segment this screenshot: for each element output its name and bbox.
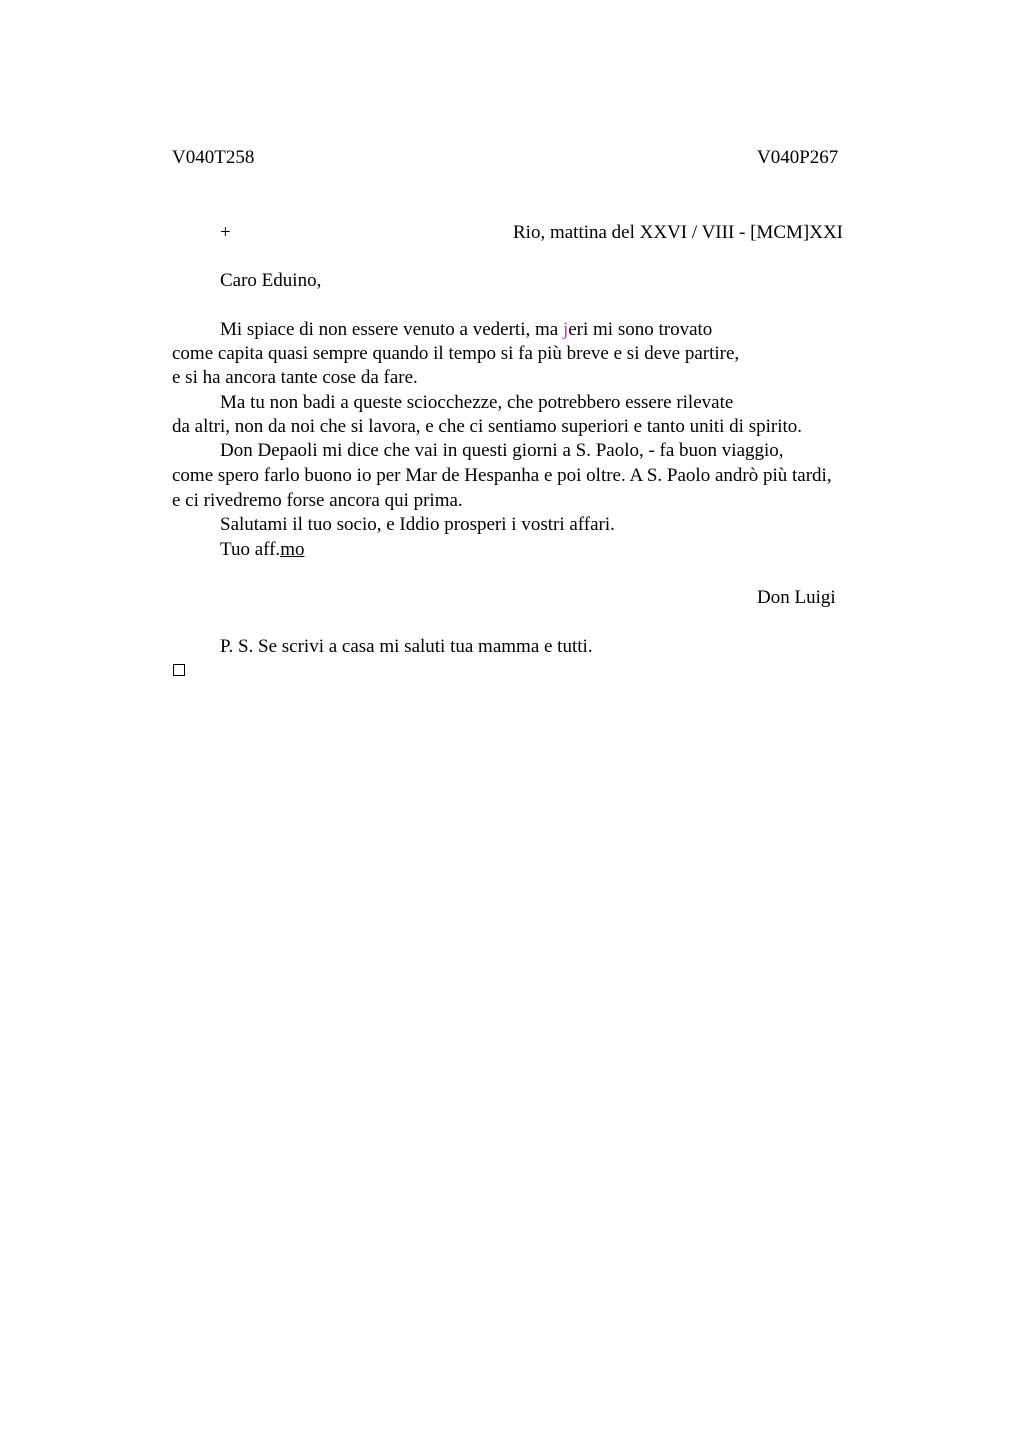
- body-line-7: come spero farlo buono io per Mar de Hespanha e poi oltre. A S. Paolo andrò più tardi,: [172, 465, 832, 486]
- body-line-1: [220, 318, 712, 342]
- closing-text: Tuo aff.: [220, 539, 281, 560]
- body-line-9: Salutami il tuo socio, e Iddio prosperi i vostri affari.: [220, 514, 615, 535]
- document-id-right: V040P267: [757, 147, 839, 168]
- body-line-4: Ma tu non badi a queste sciocchezze, che potrebbero essere rilevate: [220, 392, 734, 413]
- closing-abbreviation: mo: [280, 539, 305, 560]
- body-line-3: e si ha ancora tante cose da fare.: [172, 367, 418, 388]
- body-line-5: da altri, non da noi che si lavora, e che ci sentiamo superiori e tanto uniti di spirito.: [172, 416, 802, 437]
- body-line-1-end: eri mi sono trovato: [568, 319, 713, 340]
- body-line-8: e ci rivedremo forse ancora qui prima.: [172, 490, 463, 511]
- document-id-left: V040T258: [172, 147, 255, 168]
- signature: Don Luigi: [757, 587, 836, 608]
- postscript: P. S. Se scrivi a casa mi saluti tua mamma e tutti.: [220, 636, 593, 657]
- body-line-6: Don Depaoli mi dice che vai in questi giorni a S. Paolo, - fa buon viaggio,: [220, 440, 784, 461]
- closing-line: [220, 538, 304, 562]
- highlighted-letter: j: [562, 319, 569, 340]
- salutation: Caro Eduino,: [220, 270, 322, 291]
- end-of-document-box-icon: [173, 664, 185, 676]
- body-line-1-start: Mi spiace di non essere venuto a vederti, ma: [220, 319, 563, 340]
- cross-symbol: +: [220, 222, 231, 243]
- body-line-2: come capita quasi sempre quando il tempo si fa più breve e si deve partire,: [172, 343, 740, 364]
- dateline: Rio, mattina del XXVI / VIII - [MCM]XXI: [513, 222, 843, 243]
